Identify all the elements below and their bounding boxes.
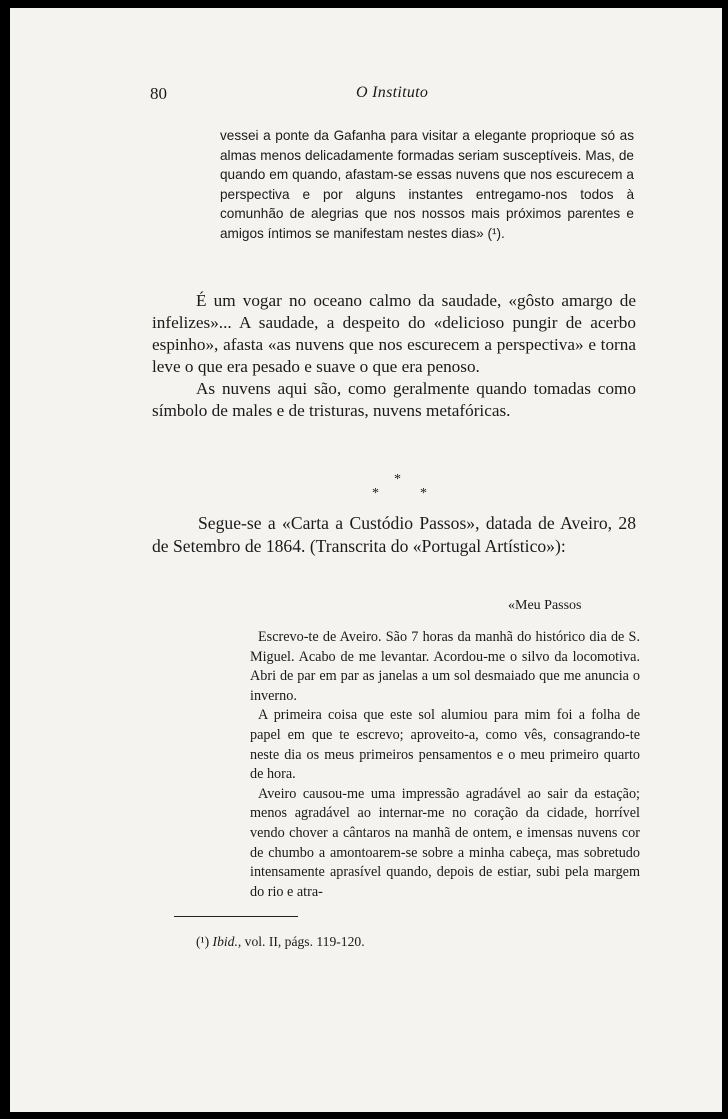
running-title: O Instituto: [356, 84, 429, 101]
intro-paragraph: Segue-se a «Carta a Custódio Passos», datada de Aveiro, 28 de Setembro de 1864. (Transcrita do «Portugal Artístico»):: [152, 513, 636, 556]
separator-star-left: *: [372, 486, 379, 501]
body-paragraph: As nuvens aqui são, como geralmente quando tomadas como símbolo de males e de tristuras, nuvens metafóricas.: [152, 379, 636, 420]
letter-block: [250, 628, 640, 902]
letter-salutation: «Meu Passos: [508, 598, 582, 613]
footnote-ibid: Ibid.,: [212, 934, 242, 949]
quote-paragraph: vessei a ponte da Gafanha para visitar a elegante proprioque só as almas menos delicadamente formadas seriam susceptíveis. Mas, de quando em quando, afastam-se essas nuvens que nos escurecem a perspectiva e por alguns instantes entregamo-nos todos à comunhão de alegrias que nos nossos mais próximos parentes e amigos íntimos se manifestam nestes dias» (¹).: [220, 128, 634, 241]
letter-paragraph: A primeira coisa que este sol alumiou para mim foi a folha de papel em que te escrevo; aproveito-a, como vês, consagrando-te neste dia os meus primeiros pensamentos e o meu primeiro quarto de hora.: [250, 707, 640, 783]
separator-star-top: *: [394, 472, 401, 487]
body-text: [152, 290, 636, 422]
quote-block: [220, 126, 634, 244]
footnote-divider: [174, 916, 298, 917]
body-paragraph: É um vogar no oceano calmo da saudade, «gôsto amargo de infelizes»... A saudade, a despeito do «delicioso pungir de acerbo espinho», afasta «as nuvens que nos escurecem a perspectiva» e torna leve o que era pesado e suave o que era penoso.: [152, 291, 636, 376]
footnote-marker: (¹): [196, 934, 210, 949]
footnote: [196, 934, 365, 950]
separator-star-right: *: [420, 486, 427, 501]
letter-paragraph: Escrevo-te de Aveiro. São 7 horas da manhã do histórico dia de S. Miguel. Acabo de me levantar. Acordou-me o silvo da locomotiva. Abri de par em par as janelas a um sol desmaiado que me anuncia o inverno.: [250, 629, 640, 704]
letter-paragraph: Aveiro causou-me uma impressão agradável ao sair da estação; menos agradável ao internar-me no coração da cidade, horrível vendo chover a cântaros na manhã de ontem, e imensas nuvens cor de chumbo a amontoarem-se sobre a minha cabeça, mas sobretudo intensamente aprasível quando, depois de estiar, subi pela margem do rio e atra-: [250, 785, 640, 900]
page-number: 80: [150, 84, 167, 103]
footnote-text: vol. II, págs. 119-120.: [244, 934, 365, 949]
section-separator: [366, 472, 426, 502]
intro-text: [152, 512, 636, 558]
